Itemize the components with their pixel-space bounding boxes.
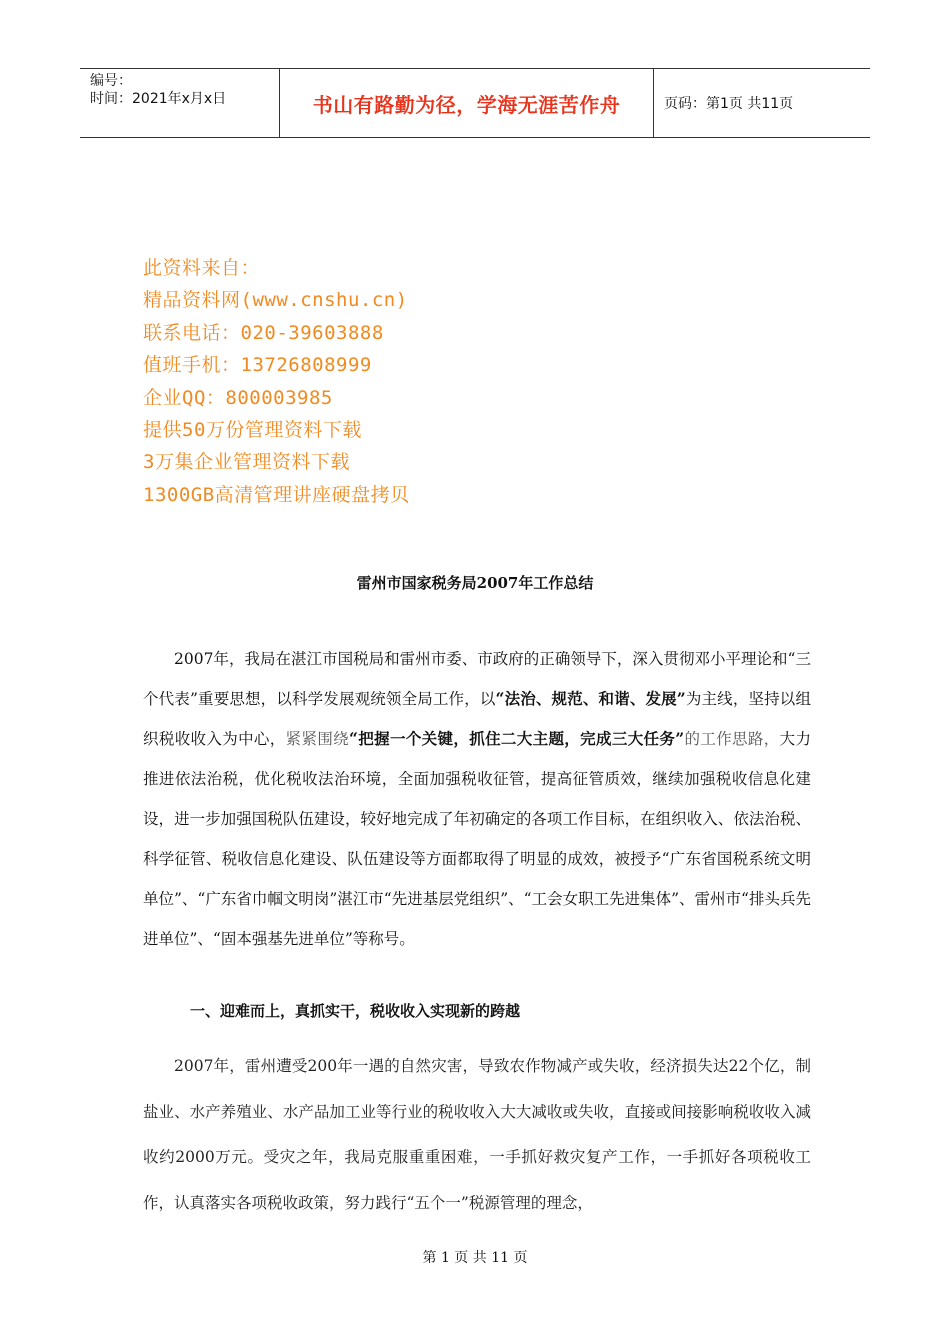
- source-line: 此资料来自：: [143, 257, 261, 279]
- header-page-info: 页码：第1页 共11页: [664, 96, 794, 112]
- source-line: 联系电话：020-39603888: [143, 321, 384, 344]
- document-title: 雷州市国家税务局2007年工作总结: [356, 574, 594, 592]
- intro-text: 为主线，坚持以组织税收收入为中心，: [143, 690, 811, 748]
- header-meta: [80, 69, 280, 137]
- intro-bold-theme: “法治、规范、和谐、发展”: [495, 689, 686, 708]
- header-motto: 书山有路勤为径，学海无涯苦作舟: [280, 69, 654, 137]
- intro-text: 2007年，我局在湛江市国税局和雷州市委、市政府的正确领导下，深入贯彻邓小平理论和“三个代表”重要思想，以科学发展观统领全局工作，以: [143, 650, 811, 708]
- intro-text: 大力推进依法治税，优化税收法治环境，全面加强税收征管，提高征管质效，继续加强税收信息化建设，进一步加强国税队伍建设，较好地完成了年初确定的各项工作目标，在组织收入、依法治税、科学征管、税收信息化建设、队伍建设等方面都取得了明显的成效，被授予“广东省国税系统文明单位”、“广东省巾帼文明岗”湛江市“先进基层党组织”、“工会女职工先进集体”、雷州市“排头兵先进单位”、“固本强基先进单位”等称号。: [143, 730, 811, 948]
- intro-paragraph: [143, 639, 811, 959]
- number-label: 编号：: [90, 73, 132, 89]
- source-line: 提供50万份管理资料下载: [143, 419, 362, 442]
- intro-bold-approach: “把握一个关键，抓住二大主题，完成三大任务”: [349, 729, 685, 748]
- source-info-block: [143, 252, 410, 511]
- source-line: 值班手机：13726808999: [143, 354, 372, 377]
- source-line: 企业QQ：800003985: [143, 386, 333, 409]
- page-header: [80, 68, 870, 138]
- section-paragraph: 2007年，雷州遭受200年一遇的自然灾害，导致农作物减产或失收，经济损失达22个亿，制盐业、水产养殖业、水产品加工业等行业的税收收入大大减收或失收，直接或间接影响税收收入减收约2000万元。受灾之年，我局克服重重困难，一手抓好救灾复产工作，一手抓好各项税收工作，认真落实各项税收政策，努力践行“五个一”税源管理的理念，: [143, 1057, 811, 1212]
- time-label: 时间：2021年x月x日: [90, 91, 227, 107]
- intro-text: 的工作思路，: [684, 730, 780, 748]
- intro-text: 紧紧围绕: [285, 730, 350, 748]
- source-line: 1300GB高清管理讲座硬盘拷贝: [143, 483, 410, 506]
- source-line: 3万集企业管理资料下载: [143, 451, 350, 474]
- section-heading: 一、迎难而上，真抓实干，税收收入实现新的跨越: [190, 1002, 521, 1020]
- page-footer: 第 1 页 共 11 页: [422, 1250, 528, 1266]
- source-line: 精品资料网(www.cnshu.cn): [143, 289, 408, 312]
